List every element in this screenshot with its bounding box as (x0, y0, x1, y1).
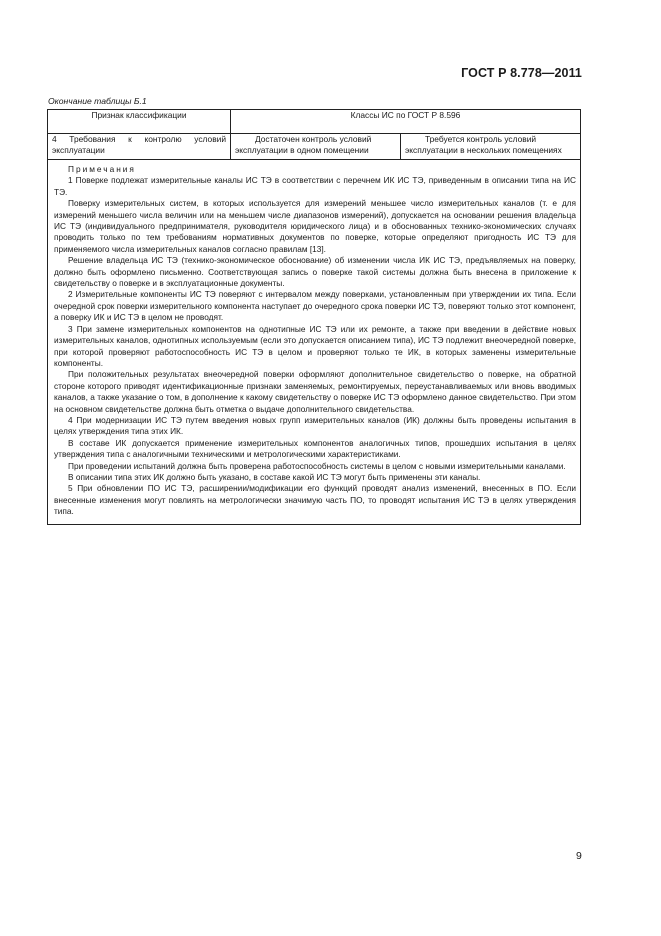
note-paragraph: 3 При замене измерительных компонентов на однотипные ИС ТЭ или их ремонте, а также при введении в действие новых измерительных каналов, однотипных используемым (если это допускается описанием типа), ИС ТЭ подлежит внеочередной поверке, при которой проверяют работоспособность ИС ТЭ в целом и проверяют только те ИК, в которых заменены измерительные компоненты. (54, 323, 576, 368)
page-number: 9 (576, 850, 582, 862)
note-paragraph: Поверку измерительных систем, в которых используется для измерений меньшее число измерительных каналов (т. е для измерений меньшего числа величин или на меньшем числе диапазонов измерений), допускается на основании решения владельца ИС ТЭ (индивидуального предпринимателя, руководителя юридического лица) и в обоснованных технико-экономических случаях проводить только по тем требованиям нормативных документов по поверке, которые определяют пригодность ИС ТЭ для применяемого числа измерительных каналов согласно правилам [13]. (54, 198, 576, 254)
note-paragraph: 4 При модернизации ИС ТЭ путем введения новых групп измерительных каналов (ИК) должны быть проведены испытания в целях утверждения типа этих ИК. (54, 414, 576, 437)
classification-table (47, 109, 581, 525)
note-paragraph: 1 Поверке подлежат измерительные каналы ИС ТЭ в соответствии с перечнем ИК ИС ТЭ, приведенным в описании типа на ИС ТЭ. (54, 175, 576, 197)
table-caption: Окончание таблицы Б.1 (48, 96, 147, 106)
row-class-multiple-rooms: Требуется контроль условий эксплуатации в нескольких помещениях (405, 134, 562, 155)
notes-cell (48, 160, 581, 525)
table-row (48, 134, 581, 160)
note-paragraph: В составе ИК допускается применение измерительных компонентов аналогичных типов, прошедших испытания в целях утверждения типа с аналогичными техническими и метрологическими характеристиками. (54, 437, 576, 460)
row-criterion: 4 Требования к контролю условий эксплуатации (52, 134, 226, 155)
note-paragraph: 5 При обновлении ПО ИС ТЭ, расширении/модификации его функций проводят анализ изменений, внесенных в ПО. Если внесенные изменения могут повлиять на метрологически значимую часть ПО, то проводят испытания ИС ТЭ в целях утверждения типа. (54, 483, 576, 517)
note-paragraph: При проведении испытаний должна быть проверена работоспособность системы в целом с новыми измерительными каналами. (68, 460, 566, 471)
notes-row (48, 160, 581, 525)
column-header-classes: Классы ИС по ГОСТ Р 8.596 (231, 110, 581, 134)
notes-title: Примечания (68, 164, 136, 174)
column-header-classification: Признак классификации (48, 110, 231, 134)
note-paragraph: Решение владельца ИС ТЭ (технико-экономическое обоснование) об изменении числа ИК ИС ТЭ, предъявляемых на поверку, должно быть оформлено письменно. Соответствующая запись о поверке такой системы должна быть внесена в приложение к свидетельству о поверке и в эксплуатационные документы. (54, 255, 576, 289)
table-header-row (48, 110, 581, 134)
note-paragraph: При положительных результатах внеочередной поверки оформляют дополнительное свидетельство о поверке, на обратной стороне которого приводят идентификационные признаки заменяемых, ремонтируемых, переустанавливаемых или вновь вводимых каналов, а также указание о том, в дополнение к какому свидетельству о поверке ИС ТЭ оформлено данное свидетельство. При этом на основном свидетельстве должна быть отметка о выдаче дополнительного свидетельства. (54, 369, 576, 414)
note-paragraph: В описании типа этих ИК должно быть указано, в составе какой ИС ТЭ могут быть применены эти каналы. (68, 471, 481, 482)
note-paragraph: 2 Измерительные компоненты ИС ТЭ поверяют с интервалом между поверками, установленным при утверждении их типа. Если очередной срок поверки измерительного компонента наступает до очередного срока поверки ИС ТЭ, поверяют только этот компонент, а поверку ИК и ИС ТЭ в целом не проводят. (54, 289, 576, 323)
row-class-single-room: Достаточен контроль условий эксплуатации в одном помещении (235, 134, 372, 155)
document-standard-number: ГОСТ Р 8.778—2011 (461, 66, 582, 80)
